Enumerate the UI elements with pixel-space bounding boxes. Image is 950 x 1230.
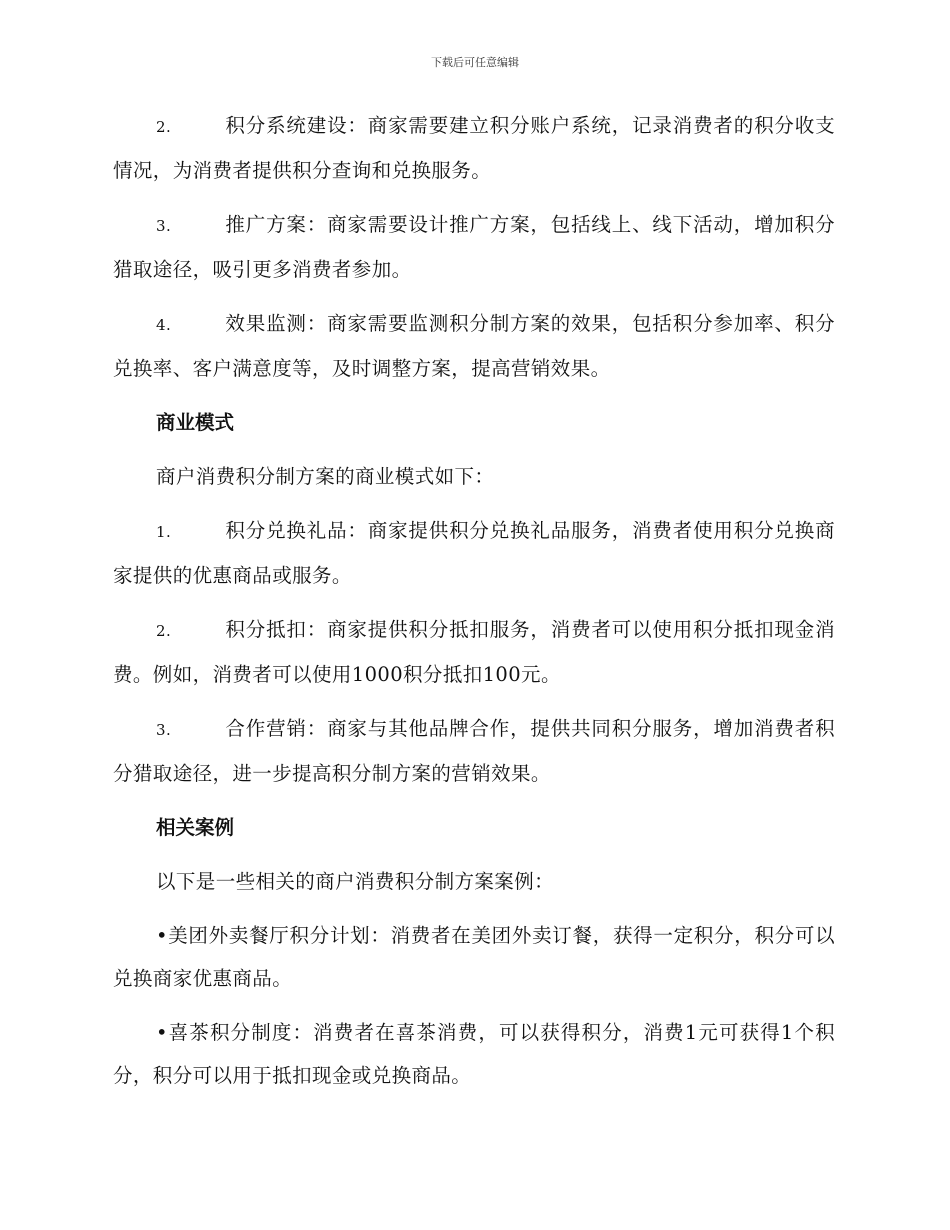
list-text: 积分抵扣：商家提供积分抵扣服务，消费者可以使用积分抵扣现金消费。例如，消费者可以使用1000积分抵扣100元。 [113, 618, 835, 686]
list-number: 4. [156, 316, 172, 334]
document-body [113, 104, 835, 1108]
bullet-item [113, 914, 835, 1000]
list-text: 推广方案：商家需要设计推广方案，包括线上、线下活动，增加积分猎取途径，吸引更多消费者参加。 [113, 213, 835, 281]
list-item [113, 302, 835, 390]
page-header: 下载后可任意编辑 [431, 56, 519, 69]
bullet-text: 喜茶积分制度：消费者在喜茶消费，可以获得积分，消费1元可获得1个积分，积分可以用于抵扣现金或兑换商品。 [113, 1021, 835, 1087]
section-heading-business-model: 商业模式 [156, 411, 235, 434]
list-item [113, 509, 835, 597]
bullet-item [113, 1011, 835, 1097]
section-intro: 以下是一些相关的商户消费积分制方案案例： [156, 870, 555, 893]
list-item [113, 608, 835, 696]
list-number: 3. [156, 217, 172, 235]
list-text: 合作营销：商家与其他品牌合作，提供共同积分服务，增加消费者积分猎取途径，进一步提高积分制方案的营销效果。 [113, 717, 835, 785]
list-number: 1. [156, 523, 172, 541]
list-text: 积分系统建设：商家需要建立积分账户系统，记录消费者的积分收支情况，为消费者提供积分查询和兑换服务。 [113, 114, 835, 182]
list-text: 积分兑换礼品：商家提供积分兑换礼品服务，消费者使用积分兑换商家提供的优惠商品或服务。 [113, 519, 835, 587]
bullet-text: 美团外卖餐厅积分计划：消费者在美团外卖订餐，获得一定积分，积分可以兑换商家优惠商品。 [113, 924, 835, 990]
list-number: 2. [156, 622, 172, 640]
list-number: 2. [156, 118, 172, 136]
list-number: 3. [156, 721, 172, 739]
list-item [113, 104, 835, 192]
bullet-icon: • [156, 924, 168, 947]
section-heading-related-cases: 相关案例 [156, 816, 235, 839]
section-intro: 商户消费积分制方案的商业模式如下： [156, 465, 495, 488]
bullet-icon: • [156, 1021, 168, 1044]
list-item [113, 203, 835, 291]
list-item [113, 707, 835, 795]
list-text: 效果监测：商家需要监测积分制方案的效果，包括积分参加率、积分兑换率、客户满意度等，及时调整方案，提高营销效果。 [113, 312, 835, 380]
